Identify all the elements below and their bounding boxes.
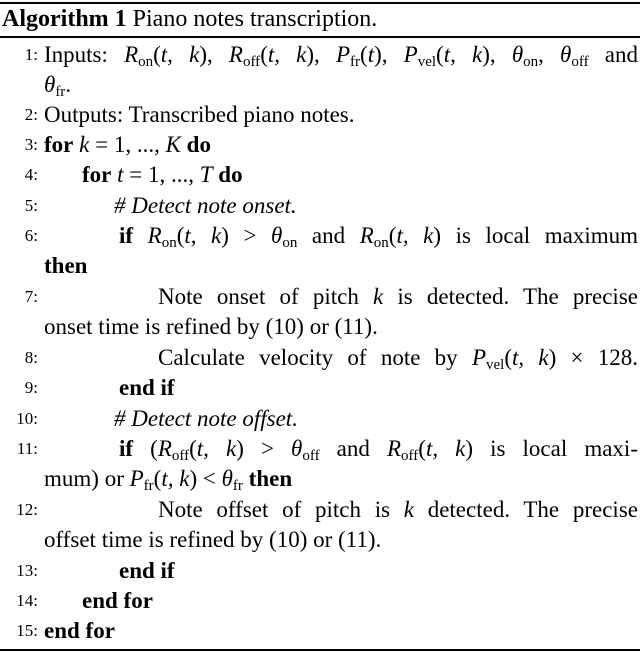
line-number: 10: xyxy=(16,409,38,428)
line-text: Note onset of pitch k is detected. The precise xyxy=(158,284,638,309)
line-number: 9: xyxy=(24,378,38,397)
line-text-continuation: offset time is refined by (10) or (11). xyxy=(44,527,382,552)
line-text: Inputs: $R_{on}(t$, k), $R_{off}(t$, k), $P_{fr}(t)$, $P_{vel}(t$, k), $\theta_{on}$, $\theta_{off}$ and xyxy=(44,42,638,70)
algorithm-line-7-cont xyxy=(0,312,640,342)
line-text: Calculate velocity of note by $P_{vel}(t$, k) × 128. xyxy=(158,345,638,373)
algorithm-line-7 xyxy=(0,282,640,312)
algorithm-line-1 xyxy=(0,40,640,70)
algorithm-line-6 xyxy=(0,221,640,251)
line-text: for t = 1, ..., T do xyxy=(82,162,243,187)
line-number: 15: xyxy=(16,621,38,640)
bottom-rule xyxy=(0,649,640,651)
algorithm-title: Piano notes transcription. xyxy=(132,6,378,32)
line-number: 4: xyxy=(24,165,38,184)
caption-rule xyxy=(0,36,640,38)
line-number: 7: xyxy=(24,287,38,306)
line-number: 5: xyxy=(24,196,38,215)
algorithm-line-5 xyxy=(0,191,640,221)
line-text: end if xyxy=(119,375,175,400)
algorithm-line-10 xyxy=(0,404,640,434)
algorithm-line-4 xyxy=(0,160,640,190)
line-number: 11: xyxy=(16,439,38,458)
algorithm-line-11 xyxy=(0,434,640,464)
algorithm-caption xyxy=(2,3,377,35)
line-comment: # Detect note offset. xyxy=(114,406,298,431)
line-number: 12: xyxy=(16,500,38,519)
line-text: end for xyxy=(44,618,115,643)
algorithm-line-1-cont xyxy=(0,70,640,100)
line-number: 2: xyxy=(24,105,38,124)
line-text: for k = 1, ..., K do xyxy=(44,132,211,157)
line-number: 1: xyxy=(24,45,38,64)
algorithm-label: Algorithm 1 xyxy=(2,6,127,32)
line-number: 6: xyxy=(24,226,38,245)
algorithm-line-6-cont xyxy=(0,251,640,281)
algorithm-line-14 xyxy=(0,586,640,616)
line-text-continuation: onset time is refined by (10) or (11). xyxy=(44,314,378,339)
line-number: 8: xyxy=(24,348,38,367)
algorithm-line-11-cont xyxy=(0,464,640,494)
line-text: end for xyxy=(82,588,153,613)
line-text-continuation: then xyxy=(44,253,88,278)
line-number: 13: xyxy=(16,561,38,580)
line-text-continuation: $\theta_{fr}$. xyxy=(44,72,72,100)
line-comment: # Detect note onset. xyxy=(114,193,297,218)
algorithm-line-9 xyxy=(0,373,640,403)
algorithm-line-12-cont xyxy=(0,525,640,555)
line-text: Note offset of pitch is k detected. The precise xyxy=(158,497,638,522)
algorithm-line-15 xyxy=(0,616,640,646)
line-text-continuation: mum) or $P_{fr}(t$, $k) < \theta_{fr}$ then xyxy=(44,466,293,494)
algorithm-line-12 xyxy=(0,495,640,525)
line-text: if ($R_{off}(t$, $k) > \theta_{off}$ and $R_{off}(t$, k) is local maxi- xyxy=(119,436,638,464)
algorithm-line-8 xyxy=(0,343,640,373)
line-text: Outputs: Transcribed piano notes. xyxy=(44,102,355,127)
algorithm-line-13 xyxy=(0,556,640,586)
algorithm-line-2 xyxy=(0,100,640,130)
algorithm-line-3 xyxy=(0,130,640,160)
line-text: end if xyxy=(119,558,175,583)
line-number: 3: xyxy=(24,135,38,154)
line-text: if $R_{on}(t$, $k) > \theta_{on}$ and $R_{on}(t$, k) is local maximum xyxy=(119,223,639,251)
line-number: 14: xyxy=(16,591,38,610)
